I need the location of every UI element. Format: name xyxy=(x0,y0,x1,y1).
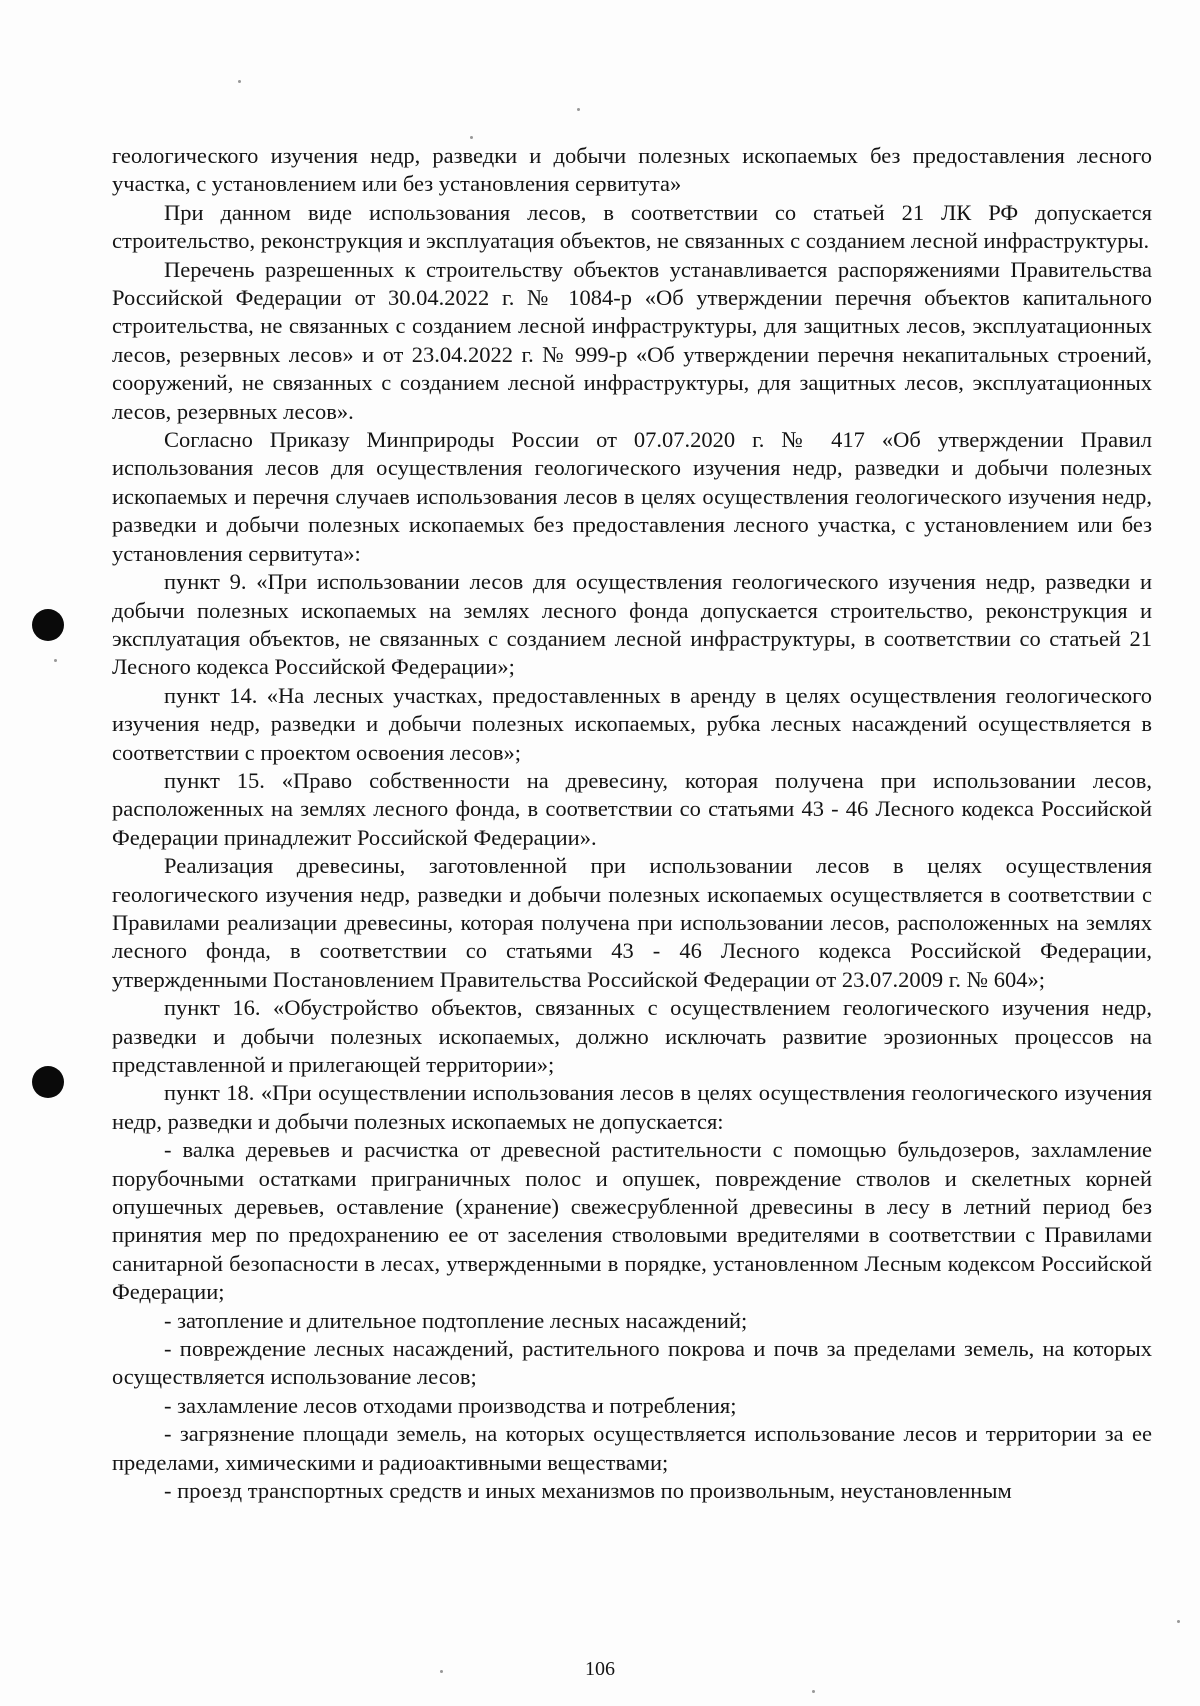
list-item: - валка деревьев и расчистка от древесной растительности с помощью бульдозеров, захламление порубочными остатками приграничных полос и опушек, повреждение стволов и скелетных корней опушечных деревьев, оставление (хранение) свежесрубленной древесины в лесу в летний период без принятия мер по предохранению ее от заселения стволовыми вредителями в соответствии с Правилами санитарной безопасности в лесах, утвержденными в порядке, установленном Лесным кодексом Российской Федерации; xyxy=(112,1137,1152,1305)
list-item: - захламление лесов отходами производства и потребления; xyxy=(164,1392,737,1418)
scan-speck xyxy=(812,1690,815,1693)
scan-speck xyxy=(1177,1620,1180,1623)
paragraph: При данном виде использования лесов, в соответствии со статьей 21 ЛК РФ допускается строительство, реконструкция и эксплуатация объектов, не связанных с созданием лесной инфраструктуры. xyxy=(112,199,1152,254)
punch-hole-top xyxy=(32,609,64,641)
paragraph: Согласно Приказу Минприроды России от 07.07.2020 г. № 417 «Об утверждении Правил использования лесов для осуществления геологического изучения недр, разведки и добычи полезных ископаемых и перечня случаев использования лесов в целях осуществления геологического изучения недр, разведки и добычи полезных ископаемых без предоставления лесного участка, с установлением или без установления сервитута»: xyxy=(112,427,1152,566)
paragraph-item-15: пункт 15. «Право собственности на древесину, которая получена при использовании лесов, расположенных на землях лесного фонда, в соответствии со статьями 43 - 46 Лесного кодекса Российской Федерации принадлежит Российской Федерации». xyxy=(112,767,1152,850)
punch-hole-bottom xyxy=(32,1066,64,1098)
list-item: - загрязнение площади земель, на которых осуществляется использование лесов и территории за ее пределами, химическими и радиоактивными веществами; xyxy=(112,1421,1152,1475)
list-item: - проезд транспортных средств и иных механизмов по произвольным, неустановленным xyxy=(164,1478,1012,1504)
paragraph-item-14: пункт 14. «На лесных участках, предоставленных в аренду в целях осуществления геологического изучения недр, разведки и добычи полезных ископаемых, рубка лесных насаждений осуществляется в соответствии с проектом освоения лесов»; xyxy=(112,682,1152,765)
scan-speck xyxy=(577,108,580,111)
scan-speck xyxy=(54,659,57,662)
list-item: - повреждение лесных насаждений, растительного покрова и почв за пределами земель, на которых осуществляется использование лесов; xyxy=(112,1336,1152,1390)
paragraph: геологического изучения недр, разведки и добычи полезных ископаемых без предоставления лесного участка, с установлением или без установления сервитута» xyxy=(112,143,1152,197)
document-body xyxy=(112,142,1152,1506)
paragraph: Перечень разрешенных к строительству объектов устанавливается распоряжениями Правительства Российской Федерации от 30.04.2022 г. № 1084-р «Об утверждении перечня объектов капитального строительства, не связанных с созданием лесной инфраструктуры, для защитных лесов, эксплуатационных лесов, резервных лесов» и от 23.04.2022 г. № 999-р «Об утверждении перечня некапитальных строений, сооружений, не связанных с созданием лесной инфраструктуры, для защитных лесов, эксплуатационных лесов, резервных лесов». xyxy=(112,256,1152,424)
list-item: - затопление и длительное подтопление лесных насаждений; xyxy=(164,1307,748,1333)
scan-speck xyxy=(238,80,241,83)
paragraph: Реализация древесины, заготовленной при использовании лесов в целях осуществления геологического изучения недр, разведки и добычи полезных ископаемых осуществляется в соответствии с Правилами реализации древесины, которая получена при использовании лесов, расположенных на землях лесного фонда, в соответствии со статьями 43 - 46 Лесного кодекса Российской Федерации, утвержденными Постановлением Правительства Российской Федерации от 23.07.2009 г. № 604»; xyxy=(112,853,1152,992)
paragraph-item-16: пункт 16. «Обустройство объектов, связанных с осуществлением геологического изучения недр, разведки и добычи полезных ископаемых, должно исключать развитие эрозионных процессов на представленной и прилегающей территории»; xyxy=(112,995,1152,1077)
scan-speck xyxy=(470,136,473,139)
paragraph-item-9: пункт 9. «При использовании лесов для осуществления геологического изучения недр, разведки и добычи полезных ископаемых на землях лесного фонда допускается строительство, реконструкция и эксплуатация объектов, не связанных с созданием лесной инфраструктуры, в соответствии со статьей 21 Лесного кодекса Российской Федерации»; xyxy=(112,569,1152,680)
page-number: 106 xyxy=(585,1658,615,1680)
paragraph-item-18: пункт 18. «При осуществлении использования лесов в целях осуществления геологического изучения недр, разведки и добычи полезных ископаемых не допускается: xyxy=(112,1080,1152,1134)
